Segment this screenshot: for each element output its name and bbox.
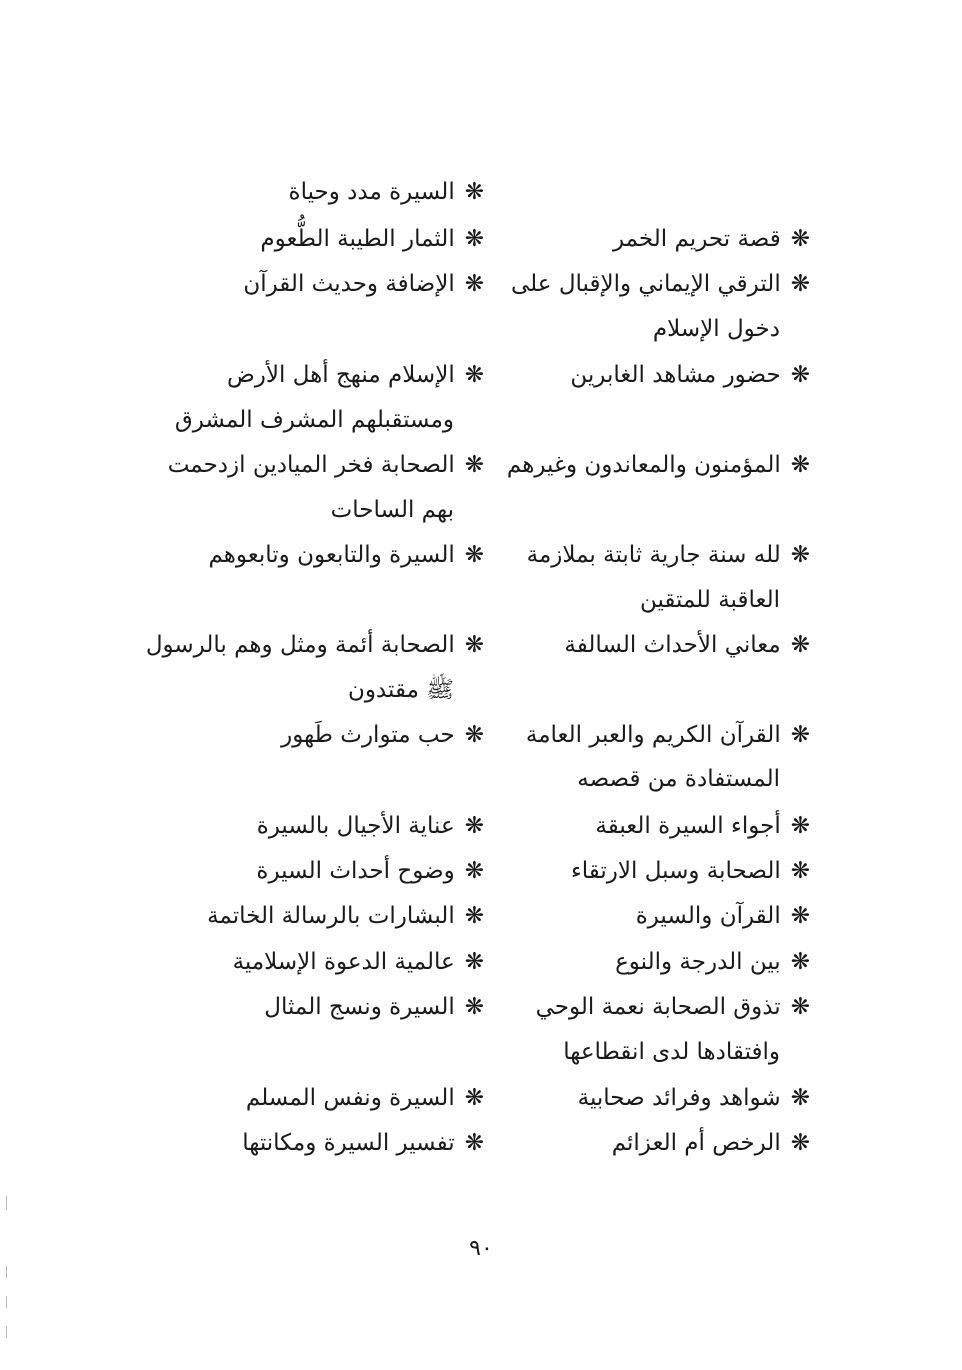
toc-entry (154, 804, 484, 849)
asterisk-icon: ❋ (790, 452, 810, 478)
toc-entry-continuation: العاقبة للمتقين (639, 587, 780, 613)
toc-entry (145, 623, 484, 668)
toc-entry (510, 353, 810, 398)
toc-entry (510, 894, 810, 939)
toc-entry (154, 262, 484, 307)
toc-entry (154, 894, 484, 939)
asterisk-icon: ❋ (464, 722, 484, 748)
asterisk-icon: ❋ (790, 994, 810, 1020)
asterisk-icon: ❋ (464, 362, 484, 388)
toc-entry (154, 443, 484, 488)
toc-entry (510, 1121, 810, 1166)
entry-text: عالمية الدعوة الإسلامية (232, 949, 455, 975)
entry-text: لله سنة جارية ثابتة بملازمة (526, 542, 781, 568)
entry-text: بين الدرجة والنوع (615, 949, 781, 975)
asterisk-icon: ❋ (464, 542, 484, 568)
entry-text: السيرة ونسج المثال (264, 994, 455, 1020)
toc-entry (510, 985, 810, 1030)
asterisk-icon: ❋ (464, 949, 484, 975)
entry-text: الثمار الطيبة الطُّعوم (260, 226, 455, 252)
toc-entry-continuation: ﷺ مقتدون (347, 677, 454, 703)
entry-text: الصحابة وسبل الارتقاء (570, 858, 781, 884)
entry-text: السيرة والتابعون وتابعوهم (208, 542, 455, 568)
asterisk-icon: ❋ (464, 452, 484, 478)
asterisk-icon: ❋ (790, 632, 810, 658)
asterisk-icon: ❋ (790, 542, 810, 568)
toc-entry (510, 713, 810, 758)
asterisk-icon: ❋ (464, 858, 484, 884)
asterisk-icon: ❋ (464, 179, 484, 205)
toc-entry (510, 262, 810, 307)
asterisk-icon: ❋ (790, 1085, 810, 1111)
asterisk-icon: ❋ (464, 813, 484, 839)
page-number: ٩٠ (469, 1236, 493, 1261)
toc-entry (154, 170, 484, 215)
entry-text: تفسير السيرة ومكانتها (242, 1130, 455, 1156)
entry-text: السيرة ونفس المسلم (245, 1085, 455, 1111)
entry-text: الرخص أم العزائم (611, 1130, 781, 1156)
asterisk-icon: ❋ (790, 813, 810, 839)
entry-text: الترقي الإيماني والإقبال على (511, 271, 781, 297)
toc-entry-continuation: وافتقادها لدى انقطاعها (563, 1039, 780, 1065)
margin-mark (6, 1296, 7, 1308)
entry-text: شواهد وفرائد صحابية (577, 1085, 781, 1111)
margin-mark (6, 1196, 7, 1210)
asterisk-icon: ❋ (790, 903, 810, 929)
asterisk-icon: ❋ (464, 226, 484, 252)
toc-entry (510, 1076, 810, 1121)
entry-text: الصحابة أئمة ومثل وهم بالرسول (145, 632, 455, 658)
entry-text: تذوق الصحابة نعمة الوحي (535, 994, 781, 1020)
toc-entry (510, 940, 810, 985)
toc-entry (154, 217, 484, 262)
asterisk-icon: ❋ (464, 903, 484, 929)
toc-entry (154, 353, 484, 398)
entry-text: قصة تحريم الخمر (612, 226, 781, 252)
asterisk-icon: ❋ (790, 722, 810, 748)
toc-entry-continuation: المستفادة من قصصه (577, 766, 780, 792)
entry-text: الإضافة وحديث القرآن (243, 271, 455, 297)
entry-text: أجواء السيرة العبقة (595, 813, 781, 839)
toc-entry (510, 533, 810, 578)
asterisk-icon: ❋ (464, 1130, 484, 1156)
asterisk-icon: ❋ (464, 1085, 484, 1111)
toc-entry (154, 985, 484, 1030)
toc-entry (154, 1121, 484, 1166)
entry-text: حضور مشاهد الغابرين (570, 362, 781, 388)
toc-entry (154, 849, 484, 894)
toc-entry (510, 217, 810, 262)
asterisk-icon: ❋ (790, 858, 810, 884)
toc-entry (154, 1076, 484, 1121)
toc-entry-continuation: دخول الإسلام (652, 316, 780, 342)
entry-text: وضوح أحداث السيرة (256, 858, 455, 884)
asterisk-icon: ❋ (464, 994, 484, 1020)
entry-text: المؤمنون والمعاندون وغيرهم (506, 452, 781, 478)
asterisk-icon: ❋ (790, 362, 810, 388)
entry-text: الصحابة فخر الميادين ازدحمت (167, 452, 455, 478)
toc-entry-continuation: بهم الساحات (330, 497, 454, 523)
entry-text: السيرة مدد وحياة (288, 179, 455, 205)
entry-text: القرآن الكريم والعبر العامة (525, 722, 781, 748)
entry-text: معاني الأحداث السالفة (564, 632, 781, 658)
entry-text: حب متوارث طَهور (281, 722, 455, 748)
entry-text: القرآن والسيرة (635, 903, 781, 929)
toc-entry-continuation: ومستقبلهم المشرف المشرق (174, 407, 454, 433)
asterisk-icon: ❋ (790, 949, 810, 975)
toc-entry (510, 804, 810, 849)
asterisk-icon: ❋ (464, 632, 484, 658)
asterisk-icon: ❋ (790, 226, 810, 252)
toc-entry (510, 849, 810, 894)
asterisk-icon: ❋ (464, 271, 484, 297)
margin-mark (6, 1266, 7, 1278)
entry-text: الإسلام منهج أهل الأرض (226, 362, 455, 388)
toc-entry (154, 940, 484, 985)
toc-entry (510, 623, 810, 668)
asterisk-icon: ❋ (790, 271, 810, 297)
toc-entry (506, 443, 810, 488)
entry-text: عناية الأجيال بالسيرة (256, 813, 455, 839)
margin-mark (6, 1326, 7, 1338)
toc-entry (154, 533, 484, 578)
entry-text: البشارات بالرسالة الخاتمة (207, 903, 455, 929)
asterisk-icon: ❋ (790, 1130, 810, 1156)
toc-entry (154, 713, 484, 758)
